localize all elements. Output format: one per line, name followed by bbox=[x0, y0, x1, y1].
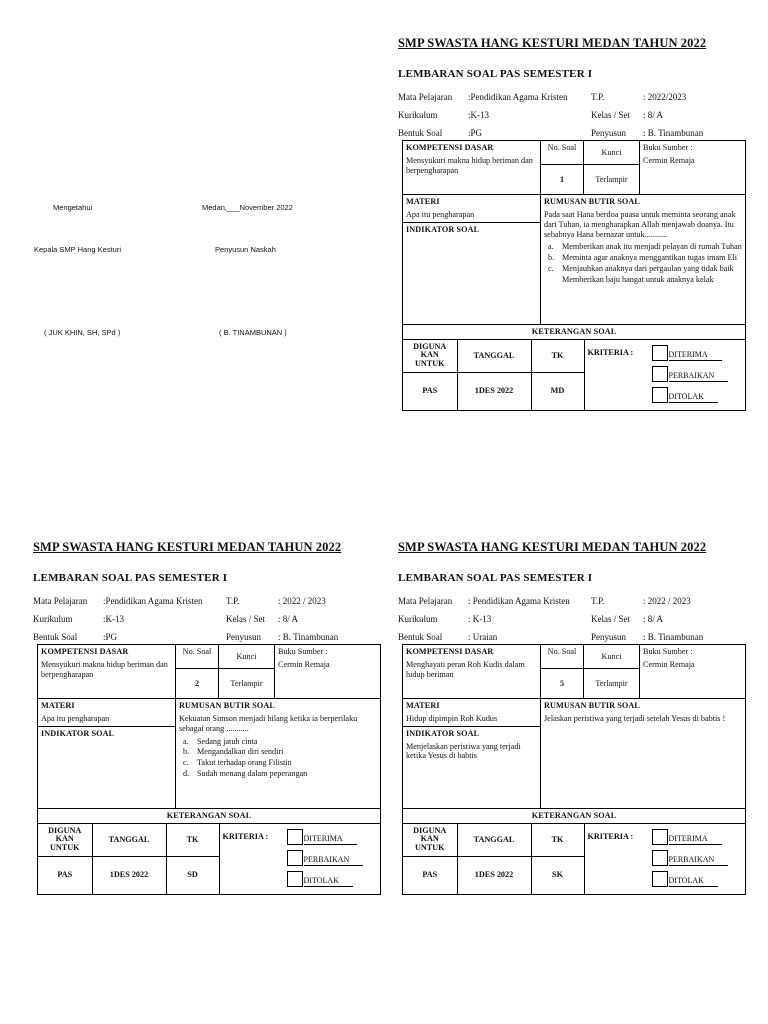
keterangan-table bbox=[403, 340, 745, 410]
indikator-header: INDIKATOR SOAL bbox=[406, 224, 480, 234]
kelas-label: Kelas / Set bbox=[591, 110, 630, 120]
keterangan-header: KETERANGAN SOAL bbox=[403, 324, 746, 339]
buku-sumber-cell bbox=[640, 141, 746, 195]
kriteria-option-diterima[interactable] bbox=[287, 829, 364, 845]
buku-sumber-label: Buku Sumber : bbox=[643, 143, 693, 152]
kelas-label: Kelas / Set bbox=[226, 614, 265, 624]
bentuk-soal-value: :PG bbox=[103, 632, 118, 642]
buku-sumber-value: Cermin Remaja bbox=[643, 155, 695, 165]
kepala-label: Kepala SMP Hang Kesturi bbox=[34, 245, 121, 254]
materi-text: Hidup dipimpin Roh Kudus bbox=[406, 713, 498, 723]
kriteria-option-label: PERBAIKAN bbox=[669, 855, 729, 866]
tp-value: : 2022/2023 bbox=[643, 92, 687, 102]
tanggal-label: TANGGAL bbox=[457, 824, 531, 857]
question-card bbox=[402, 644, 746, 895]
kriteria-option-label: DITERIMA bbox=[304, 834, 357, 845]
penyusun-meta-value: : B. Tinambunan bbox=[278, 632, 339, 642]
no-soal-value: 2 bbox=[176, 669, 219, 699]
kriteria-option-label: PERBAIKAN bbox=[669, 371, 729, 382]
mata-pelajaran-label: Mata Pelajaran bbox=[398, 596, 453, 606]
no-soal-header: No. Soal bbox=[541, 141, 584, 165]
answer-option bbox=[179, 769, 377, 779]
checkbox-icon[interactable] bbox=[652, 387, 668, 403]
kriteria-option-diterima[interactable] bbox=[652, 829, 729, 845]
penyusun-label: Penyusun Naskah bbox=[215, 245, 276, 254]
question-card bbox=[37, 644, 381, 895]
answer-option bbox=[544, 242, 742, 252]
materi-text: Apa itu pengharapan bbox=[41, 713, 110, 723]
kriteria-label: KRITERIA : bbox=[587, 831, 634, 841]
penyusun-meta-label: Penyusun bbox=[226, 632, 262, 642]
kriteria-option-label: DITERIMA bbox=[669, 350, 722, 361]
answer-option bbox=[544, 275, 742, 285]
mata-pelajaran-value: : Pendidikan Agama Kristen bbox=[468, 596, 570, 606]
answer-option bbox=[544, 253, 742, 263]
kriteria-options bbox=[652, 826, 729, 892]
option-text: Sudah menang dalam peperangan bbox=[197, 769, 308, 779]
keterangan-header: KETERANGAN SOAL bbox=[403, 808, 746, 823]
tk-value: MD bbox=[531, 372, 584, 409]
keterangan-table bbox=[403, 824, 745, 894]
tanggal-label: TANGGAL bbox=[92, 824, 166, 857]
tp-label: T.P. bbox=[591, 92, 605, 102]
tk-value: SK bbox=[531, 856, 584, 893]
kriteria-options bbox=[287, 826, 364, 892]
tanggal-value: 1DES 2022 bbox=[457, 856, 531, 893]
kurikulum-value: :K-13 bbox=[468, 110, 489, 120]
kd-header: KOMPETENSI DASAR bbox=[406, 647, 494, 656]
kriteria-option-ditolak[interactable] bbox=[287, 871, 364, 887]
checkbox-icon[interactable] bbox=[652, 871, 668, 887]
tp-value: : 2022 / 2023 bbox=[643, 596, 691, 606]
no-soal-header: No. Soal bbox=[176, 645, 219, 669]
sheet-meta bbox=[33, 596, 378, 646]
buku-sumber-label: Buku Sumber : bbox=[278, 647, 328, 656]
kd-header: KOMPETENSI DASAR bbox=[406, 143, 494, 152]
keterangan-header: KETERANGAN SOAL bbox=[38, 808, 381, 823]
checkbox-icon[interactable] bbox=[652, 366, 668, 382]
kunci-value: Terlampir bbox=[584, 165, 640, 195]
tp-label: T.P. bbox=[226, 596, 240, 606]
answer-option bbox=[179, 737, 377, 747]
checkbox-icon[interactable] bbox=[287, 871, 303, 887]
kriteria-option-perbaikan[interactable] bbox=[652, 366, 729, 382]
indikator-cell bbox=[403, 726, 541, 808]
kriteria-cell bbox=[584, 824, 745, 894]
buku-sumber-value: Cermin Remaja bbox=[643, 659, 695, 669]
kd-cell bbox=[403, 645, 541, 699]
place-date: Medan,___November 2022 bbox=[202, 203, 293, 212]
mata-pelajaran-value: :Pendidikan Agama Kristen bbox=[103, 596, 203, 606]
answer-option bbox=[544, 264, 742, 274]
option-letter: a. bbox=[548, 242, 554, 252]
option-letter: b. bbox=[548, 253, 555, 263]
kurikulum-value: :K-13 bbox=[103, 614, 124, 624]
materi-text: Apa itu pengharapan bbox=[406, 209, 475, 219]
rumusan-text: Pada saat Hana berdoa puasa untuk meminta seorang anak dari Tuhan, ia mengharapkan Allah menjawab doanya. Itu sebabnya Hana bernazar untuk........... bbox=[544, 209, 736, 239]
kriteria-option-perbaikan[interactable] bbox=[652, 850, 729, 866]
digunakan-label: DIGUNA KAN UNTUK bbox=[403, 340, 457, 373]
kriteria-option-label: DITERIMA bbox=[669, 834, 722, 845]
no-soal-header: No. Soal bbox=[541, 645, 584, 669]
option-letter: b. bbox=[183, 747, 190, 757]
bentuk-soal-value: :PG bbox=[468, 128, 483, 138]
digunakan-value: PAS bbox=[403, 372, 457, 409]
buku-sumber-cell bbox=[275, 645, 381, 699]
indikator-cell bbox=[403, 222, 541, 324]
answer-option bbox=[179, 758, 377, 768]
checkbox-icon[interactable] bbox=[652, 850, 668, 866]
tk-label: TK bbox=[531, 340, 584, 373]
option-text: Sedang jatuh cinta bbox=[197, 736, 258, 746]
rumusan-header: RUMUSAN BUTIR SOAL bbox=[179, 701, 275, 710]
kriteria-options bbox=[652, 342, 729, 408]
tk-value: SD bbox=[166, 856, 219, 893]
penyusun-name: ( B. TINAMBUNAN ) bbox=[219, 328, 287, 337]
buku-sumber-label: Buku Sumber : bbox=[643, 647, 693, 656]
kriteria-option-label: PERBAIKAN bbox=[304, 855, 364, 866]
answer-options bbox=[544, 242, 742, 284]
rumusan-header: RUMUSAN BUTIR SOAL bbox=[544, 701, 640, 710]
question-card bbox=[402, 140, 746, 411]
penyusun-meta-value: : B. Tinambunan bbox=[643, 128, 704, 138]
answer-option bbox=[179, 747, 377, 757]
school-title: SMP SWASTA HANG KESTURI MEDAN TAHUN 2022 bbox=[398, 540, 707, 554]
buku-sumber-cell bbox=[640, 645, 746, 699]
kriteria-option-label: DITOLAK bbox=[304, 876, 353, 887]
materi-header: MATERI bbox=[41, 701, 75, 710]
kurikulum-label: Kurikulum bbox=[398, 614, 438, 624]
kriteria-option-ditolak[interactable] bbox=[652, 387, 729, 403]
kd-text: Menghayati peran Roh Kudis dalam hidup beriman bbox=[406, 659, 525, 679]
option-text: Meminta agar anaknya menggantikan tugas imam Eli bbox=[562, 253, 738, 263]
option-text: Memberikan baju hangat untuk anaknya kelak bbox=[562, 274, 714, 284]
option-text: Memberikan anak itu menjadi pelayan di rumah Tuhan bbox=[562, 242, 742, 252]
indikator-cell bbox=[38, 726, 176, 808]
option-letter: c. bbox=[548, 264, 554, 274]
kriteria-option-label: DITOLAK bbox=[669, 876, 718, 887]
keterangan-cell bbox=[403, 823, 746, 894]
digunakan-value: PAS bbox=[403, 856, 457, 893]
kurikulum-label: Kurikulum bbox=[398, 110, 438, 120]
rumusan-cell bbox=[541, 699, 746, 809]
keterangan-table bbox=[38, 824, 380, 894]
checkbox-icon[interactable] bbox=[652, 345, 668, 361]
materi-cell bbox=[403, 699, 541, 727]
kd-cell bbox=[403, 141, 541, 195]
option-text: Mengandalkan diri sendiri bbox=[197, 747, 284, 757]
school-title: SMP SWASTA HANG KESTURI MEDAN TAHUN 2022 bbox=[398, 36, 707, 50]
kriteria-option-diterima[interactable] bbox=[652, 345, 729, 361]
digunakan-value: PAS bbox=[38, 856, 92, 893]
kunci-header: Kunci bbox=[584, 141, 640, 165]
materi-header: MATERI bbox=[406, 701, 440, 710]
tanggal-value: 1DES 2022 bbox=[457, 372, 531, 409]
tanggal-value: 1DES 2022 bbox=[92, 856, 166, 893]
bentuk-soal-label: Bentuk Soal bbox=[33, 632, 78, 642]
penyusun-meta-label: Penyusun bbox=[591, 632, 627, 642]
kunci-value: Terlampir bbox=[219, 669, 275, 699]
bentuk-soal-label: Bentuk Soal bbox=[398, 632, 443, 642]
mata-pelajaran-label: Mata Pelajaran bbox=[33, 596, 88, 606]
kriteria-option-label: DITOLAK bbox=[669, 392, 718, 403]
mata-pelajaran-value: :Pendidikan Agama Kristen bbox=[468, 92, 568, 102]
kriteria-cell bbox=[584, 340, 745, 410]
kunci-header: Kunci bbox=[219, 645, 275, 669]
kurikulum-value: : K-13 bbox=[468, 614, 492, 624]
buku-sumber-value: Cermin Remaja bbox=[278, 659, 330, 669]
kriteria-option-perbaikan[interactable] bbox=[287, 850, 364, 866]
mengetahui-label: Mengetahui bbox=[53, 203, 93, 212]
tanggal-label: TANGGAL bbox=[457, 340, 531, 373]
tk-label: TK bbox=[166, 824, 219, 857]
kepala-name: ( JUK KHIN, SH, SPd ) bbox=[44, 328, 121, 337]
materi-header: MATERI bbox=[406, 197, 440, 206]
digunakan-label: DIGUNA KAN UNTUK bbox=[38, 824, 92, 857]
bentuk-soal-value: : Uraian bbox=[468, 632, 498, 642]
option-letter: d. bbox=[183, 769, 190, 779]
kriteria-option-ditolak[interactable] bbox=[652, 871, 729, 887]
indikator-text: Menjelaskan peristiwa yang terjadi ketika Yesus di babtis bbox=[406, 741, 521, 761]
sheet-subtitle: LEMBARAN SOAL PAS SEMESTER I bbox=[398, 572, 593, 584]
sheet-meta bbox=[398, 92, 743, 142]
checkbox-icon[interactable] bbox=[287, 850, 303, 866]
kunci-header: Kunci bbox=[584, 645, 640, 669]
option-letter: c. bbox=[183, 758, 189, 768]
sheet-subtitle: LEMBARAN SOAL PAS SEMESTER I bbox=[398, 68, 593, 80]
indikator-header: INDIKATOR SOAL bbox=[41, 728, 115, 738]
digunakan-label: DIGUNA KAN UNTUK bbox=[403, 824, 457, 857]
checkbox-icon[interactable] bbox=[652, 829, 668, 845]
indikator-header: INDIKATOR SOAL bbox=[406, 728, 480, 738]
kurikulum-label: Kurikulum bbox=[33, 614, 73, 624]
kelas-value: : 8/ A bbox=[278, 614, 299, 624]
keterangan-cell bbox=[38, 823, 381, 894]
checkbox-icon[interactable] bbox=[287, 829, 303, 845]
rumusan-text: Jelaskan peristiwa yang terjadi setelah Yesus di babtis ! bbox=[544, 713, 726, 723]
kelas-value: : 8/ A bbox=[643, 614, 664, 624]
kd-cell bbox=[38, 645, 176, 699]
tk-label: TK bbox=[531, 824, 584, 857]
rumusan-header: RUMUSAN BUTIR SOAL bbox=[544, 197, 640, 206]
sheet-subtitle: LEMBARAN SOAL PAS SEMESTER I bbox=[33, 572, 228, 584]
tp-value: : 2022 / 2023 bbox=[278, 596, 326, 606]
materi-cell bbox=[38, 699, 176, 727]
kelas-label: Kelas / Set bbox=[591, 614, 630, 624]
sheet-meta bbox=[398, 596, 743, 646]
kd-text: Mensyukuri makna hidup beriman dan berpengharapan bbox=[406, 155, 533, 175]
answer-options bbox=[179, 737, 377, 779]
kd-header: KOMPETENSI DASAR bbox=[41, 647, 129, 656]
tp-label: T.P. bbox=[591, 596, 605, 606]
materi-cell bbox=[403, 195, 541, 223]
kriteria-label: KRITERIA : bbox=[222, 831, 269, 841]
kd-text: Mensyukuri makna hidup beriman dan berpengharapan bbox=[41, 659, 168, 679]
school-title: SMP SWASTA HANG KESTURI MEDAN TAHUN 2022 bbox=[33, 540, 342, 554]
keterangan-cell bbox=[403, 339, 746, 410]
rumusan-text: Kekuatan Simson menjadi hilang ketika ia berperilaku sebagai orang ........... bbox=[179, 713, 358, 733]
option-letter: a. bbox=[183, 736, 189, 746]
penyusun-meta-label: Penyusun bbox=[591, 128, 627, 138]
option-text: Menjauhkan anaknya dari pergaulan yang tidak baik bbox=[562, 264, 734, 274]
kriteria-cell bbox=[219, 824, 380, 894]
no-soal-value: 5 bbox=[541, 669, 584, 699]
kunci-value: Terlampir bbox=[584, 669, 640, 699]
rumusan-cell bbox=[176, 699, 381, 809]
kelas-value: : 8/ A bbox=[643, 110, 664, 120]
mata-pelajaran-label: Mata Pelajaran bbox=[398, 92, 453, 102]
no-soal-value: 1 bbox=[541, 165, 584, 195]
bentuk-soal-label: Bentuk Soal bbox=[398, 128, 443, 138]
penyusun-meta-value: : B. Tinambunan bbox=[643, 632, 704, 642]
kriteria-label: KRITERIA : bbox=[587, 347, 634, 357]
option-text: Takut terhadap orang Filistin bbox=[197, 758, 292, 768]
rumusan-cell bbox=[541, 195, 746, 325]
